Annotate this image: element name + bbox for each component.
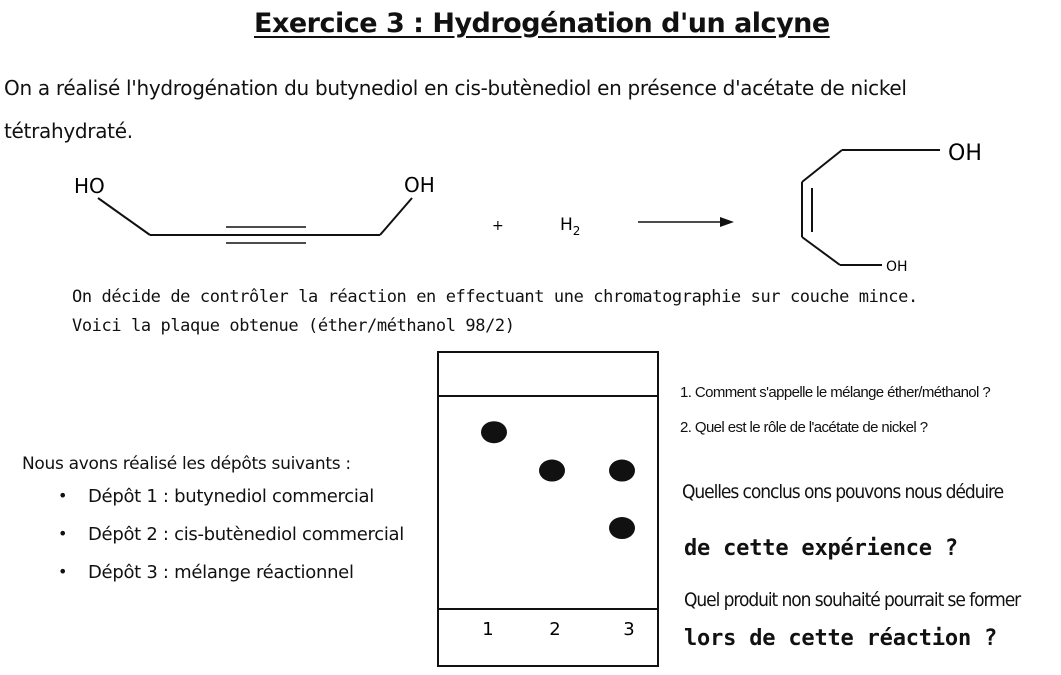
tlc-intro-line-1: On décide de contrôler la réaction en effectuant une chromatographie sur couche mince. bbox=[72, 287, 918, 307]
tlc-spot-lane-3-2 bbox=[609, 460, 635, 482]
deposit-item-1 bbox=[58, 486, 404, 524]
reactant-left-oh-label: HO bbox=[74, 174, 105, 198]
deposit-label: Dépôt 2 : cis-butènediol commercial bbox=[88, 524, 404, 545]
bullet: • bbox=[58, 562, 68, 581]
conclusion-line-4: lors de cette réaction ? bbox=[684, 626, 998, 651]
tlc-spot-lane-1-0 bbox=[481, 421, 507, 443]
deposits-title: Nous avons réalisé les dépôts suivants : bbox=[22, 454, 351, 474]
product-bottom-oh-label: OH bbox=[886, 259, 908, 275]
hydrogen-label bbox=[560, 215, 580, 238]
tlc-intro-line-2: Voici la plaque obtenue (éther/méthanol 98/2) bbox=[72, 316, 515, 336]
product-cis-butenediol bbox=[802, 141, 982, 275]
deposit-label: Dépôt 1 : butynediol commercial bbox=[88, 486, 374, 507]
plus-sign: + bbox=[492, 218, 504, 234]
question-2: 2. Quel est le rôle de l'acétate de nickel ? bbox=[680, 419, 928, 436]
hydrogen-subscript: 2 bbox=[572, 224, 581, 238]
conclusion-line-3: Quel produit non souhaité pourrait se former bbox=[684, 589, 1021, 611]
bullet: • bbox=[58, 486, 68, 505]
conclusion-line-1: Quelles conclus ons pouvons nous déduire bbox=[682, 481, 1004, 503]
intro-line-1: On a réalisé l'hydrogénation du butynediol en cis-butènediol en présence d'acétate de nickel bbox=[4, 76, 907, 100]
deposit-item-2 bbox=[58, 524, 404, 562]
tlc-spot-lane-3-3 bbox=[609, 517, 635, 539]
reaction-arrow bbox=[638, 217, 734, 227]
reactant-butynediol bbox=[74, 173, 435, 243]
tlc-spot-lane-2-1 bbox=[539, 460, 565, 482]
deposit-item-3 bbox=[58, 562, 404, 600]
lane-label-2: 2 bbox=[549, 619, 561, 640]
bullet: • bbox=[58, 524, 68, 543]
hydrogen-symbol: H bbox=[560, 215, 573, 235]
reaction-scheme bbox=[0, 130, 1061, 290]
lane-label-1: 1 bbox=[482, 619, 494, 640]
question-1: 1. Comment s'appelle le mélange éther/méthanol ? bbox=[680, 384, 991, 401]
lane-label-3: 3 bbox=[623, 619, 635, 640]
deposits-list bbox=[58, 486, 404, 600]
deposit-label: Dépôt 3 : mélange réactionnel bbox=[88, 562, 354, 583]
tlc-plate bbox=[430, 348, 666, 672]
conclusion-line-2: de cette expérience ? bbox=[684, 536, 958, 561]
page-title: Exercice 3 : Hydrogénation d'un alcyne bbox=[254, 8, 830, 39]
reactant-right-oh-label: OH bbox=[404, 173, 435, 197]
product-top-oh-label: OH bbox=[948, 141, 982, 166]
intro-line-2: tétrahydraté. bbox=[4, 119, 133, 143]
